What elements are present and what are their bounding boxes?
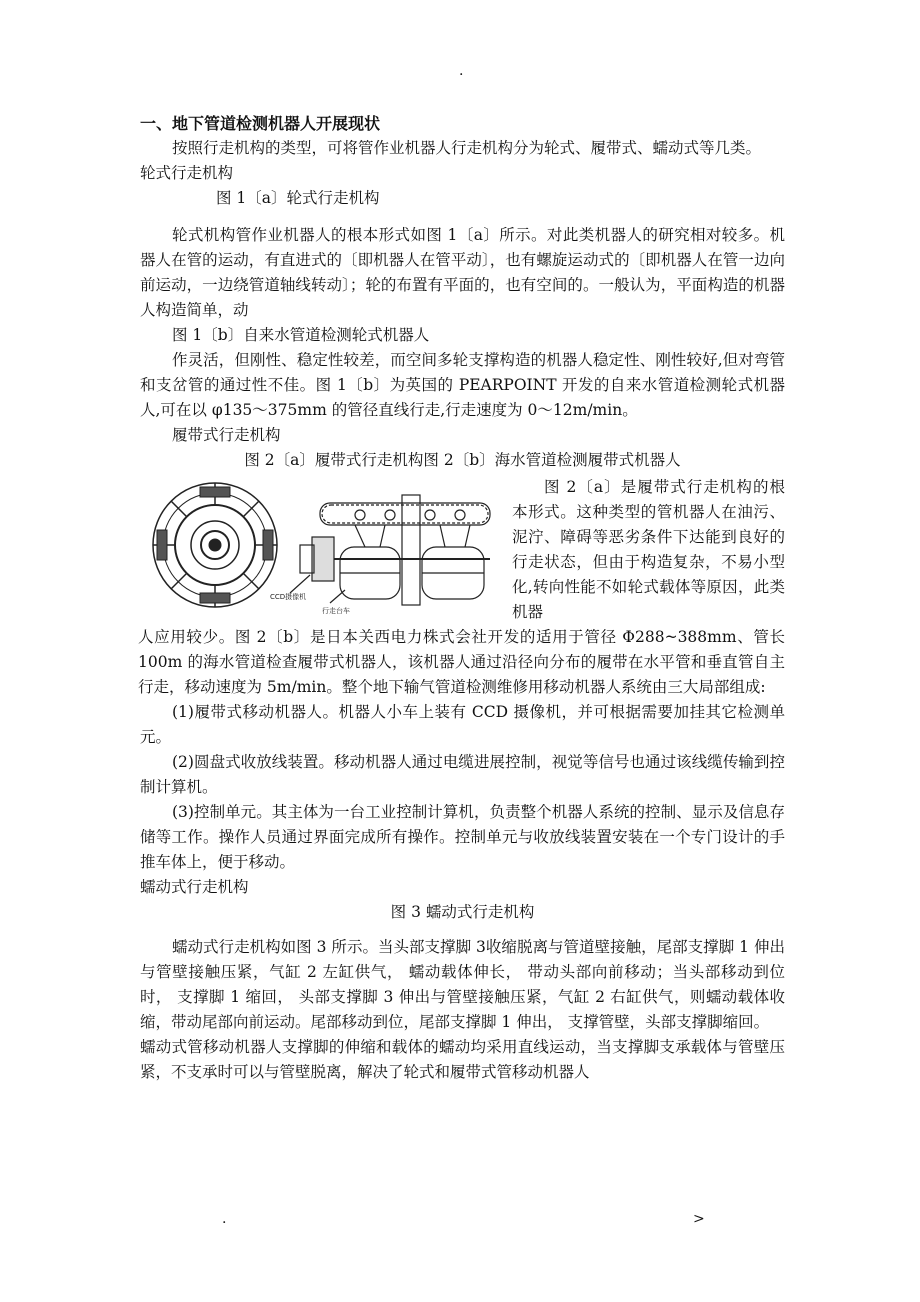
document-body [140, 111, 785, 1085]
page-bottom-right-mark: > [693, 1211, 705, 1227]
peristaltic-section-title: 蠕动式行走机构 [140, 878, 249, 896]
figure-1b-caption: 图 1〔b〕自来水管道检测轮式机器人 [172, 326, 430, 344]
track-paragraph: 人应用较少。图 2〔b〕是日本关西电力株式会社开发的适用于管径 Φ288~388mm、管长 100m 的海水管道检查履带式机器人，该机器人通过沿径向分布的履带在水平管和垂直管自主行走，移动速度为 5m/min。整个地下输气管道检测维修用移动机器人系统由三大局部组成: [138, 628, 785, 696]
figure-2-image [140, 475, 512, 625]
figure-2-row [140, 475, 785, 625]
intro-paragraph: 按照行走机构的类型，可将管作业机器人行走机构分为轮式、履带式、蠕动式等几类。 [172, 139, 762, 157]
figure-2-label-ccd: CCD摄像机 [270, 593, 307, 601]
peristaltic-paragraph: 蠕动式行走机构如图 3 所示。当头部支撑脚 3收缩脱离与管道壁接触，尾部支撑脚 1 伸出与管壁接触压紧，气缸 2 左缸供气， 蠕动载体伸长， 带动头部向前移动；当头部移动到位时， 支撑脚 1 缩回， 头部支撑脚 3 伸出与管壁接触压紧，气缸 2 右缸供气，则蠕动载体收缩，带动尾部向前运动。尾部移动到位，尾部支撑脚 1 伸出， 支撑管壁，头部支撑脚缩回。 [140, 938, 785, 1031]
list-item-1: (1)履带式移动机器人。机器人小车上装有 CCD 摄像机，并可根据需要加挂其它检测单元。 [140, 703, 785, 746]
peristaltic-paragraph-2: 蠕动式管移动机器人支撑脚的伸缩和载体的蠕动均采用直线运动，当支撑脚支承载体与管壁压紧，不支承时可以与管壁脱离，解决了轮式和履带式管移动机器人 [140, 1038, 785, 1081]
figure-2-caption: 图 2〔a〕履带式行走机构图 2〔b〕海水管道检测履带式机器人 [244, 451, 681, 469]
figure-3-caption: 图 3 蠕动式行走机构 [390, 903, 535, 921]
list-item-2: (2)圆盘式收放线装置。移动机器人通过电缆进展控制，视觉等信号也通过该线缆传输到控制计算机。 [140, 753, 785, 796]
page-bottom-left-mark: . [222, 1211, 227, 1227]
figure-2-label-cart: 行走台车 [322, 607, 350, 615]
wheel-paragraph: 轮式机构管作业机器人的根本形式如图 1〔a〕所示。对此类机器人的研究相对较多。机器人在管的运动，有直进式的〔即机器人在管平动〕，也有螺旋运动式的〔即机器人在管一边向前运动，一边绕管道轴线转动〕；轮的布置有平面的，也有空间的。一般认为，平面构造的机器人构造简单，动 [140, 226, 785, 319]
list-item-3: (3)控制单元。其主体为一台工业控制计算机，负责整个机器人系统的控制、显示及信息存储等工作。操作人员通过界面完成所有操作。控制单元与收放线装置安装在一个专门设计的手推车体上，便于移动。 [140, 803, 785, 871]
track-section-title: 履带式行走机构 [172, 426, 281, 444]
section-heading: 一、地下管道检测机器人开展现状 [140, 114, 381, 133]
page-top-mark: . [459, 63, 464, 79]
wheel-paragraph-2: 作灵活，但刚性、稳定性较差，而空间多轮支撑构造的机器人稳定性、刚性较好,但对弯管和支岔管的通过性不佳。图 1〔b〕为英国的 PEARPOINT 开发的自来水管道检测轮式机器人,可在以 φ135～375mm 的管径直线行走,行走速度为 0～12m/min。 [140, 351, 785, 419]
wheel-section-title: 轮式行走机构 [140, 164, 234, 182]
figure-2-side-text: 图 2〔a〕是履带式行走机构的根本形式。这种类型的管机器人在油污、泥泞、障碍等恶劣条件下达能到良好的行走状态，但由于构造复杂，不易小型化,转向性能不如轮式载体等原因，此类机器 [512, 478, 785, 621]
figure-1a-caption: 图 1〔a〕轮式行走机构 [216, 189, 380, 207]
